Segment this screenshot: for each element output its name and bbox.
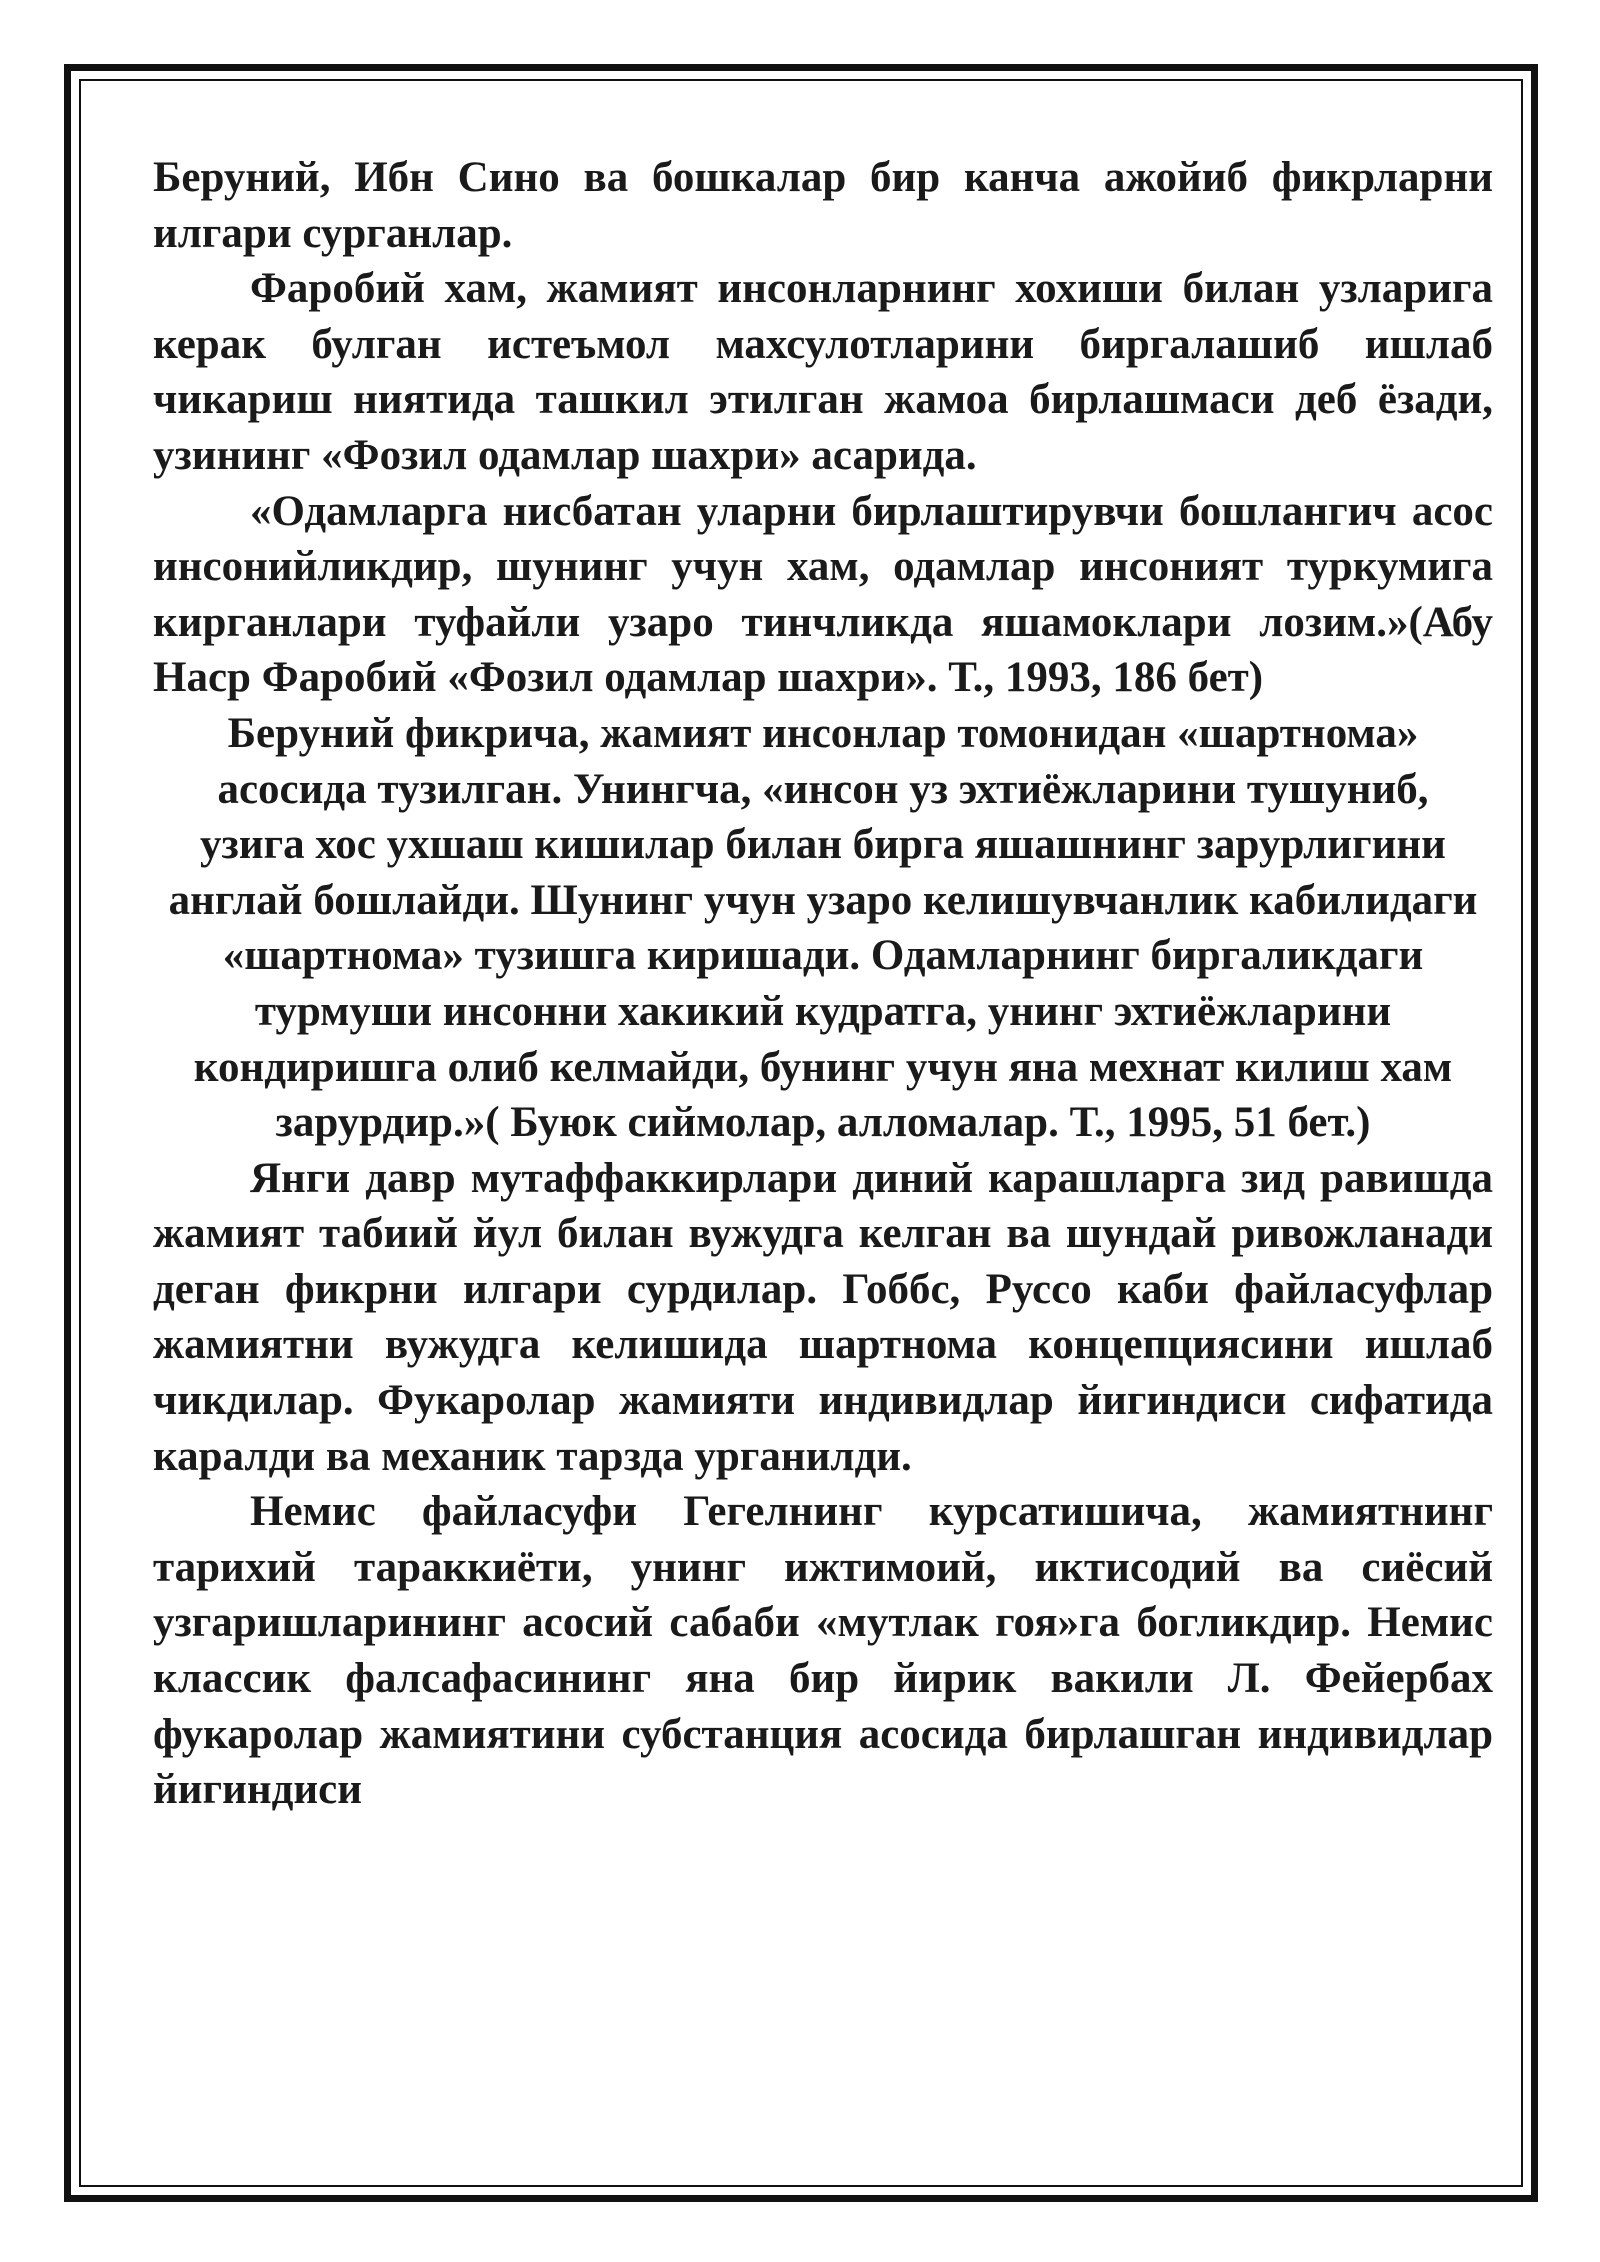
paragraph-3-quote: «Одамларга нисбатан уларни бирлаштирувчи бошлангич асос инсонийликдир, шунинг учун хам, одамлар инсоният туркумига кирганлари туфайли узаро тинчликда яшамоклари лозим.»(Абу Наср Фаробий «Фозил одамлар шахри». Т., 1993, 186 бет) [153, 487, 1493, 702]
paragraph-4-beruniy-quote: Беруний фикрича, жамият инсонлар томонидан «шартнома» асосида тузилган. Унингча, «инсон уз эхтиёжларини тушуниб, узига хос ухшаш кишилар билан бирга яшашнинг зарурлигини англай бошлайди. Шунинг учун узаро келишувчанлик кабилидаги «шартнома» тузишга киришади. Одамларнинг биргаликдаги турмуши инсонни хакикий кудратга, унинг эхтиёжларини кондиришга олиб келмайди, бунинг учун яна мехнат килиш хам зарурдир.»( Буюк сиймолар, алломалар. Т., 1995, 51 бет.) [168, 709, 1478, 1147]
paragraph-6: Немис файласуфи Гегелнинг курсатишича, жамиятнинг тарихий тараккиёти, унинг ижтимоий, иктисодий ва сиёсий узгаришларининг асосий сабаби «мутлак гоя»га богликдир. Немис классик фалсафасининг яна бир йирик вакили Л. Фейербах фукаролар жамиятини субстанция асосида бирлашган индивидлар йигиндиси [153, 1488, 1493, 1814]
document-body [153, 150, 1493, 1818]
paragraph-5: Янги давр мутаффаккирлари диний карашларга зид равишда жамият табиий йул билан вужудга келган ва шундай ривожланади деган фикрни илгари сурдилар. Гоббс, Руссо каби файласуфлар жамиятни вужудга келишида шартнома концепциясини ишлаб чикдилар. Фукаролар жамияти индивидлар йигиндиси сифатида каралди ва механик тарзда урганилди. [153, 1154, 1493, 1480]
paragraph-2: Фаробий хам, жамият инсонларнинг хохиши билан узларига керак булган истеъмол махсулотларини биргалашиб ишлаб чикариш ниятида ташкил этилган жамоа бирлашмаси деб ёзади, узининг «Фозил одамлар шахри» асарида. [153, 265, 1493, 479]
paragraph-1: Беруний, Ибн Сино ва бошкалар бир канча ажойиб фикрларни илгари сурганлар. [153, 154, 1493, 257]
